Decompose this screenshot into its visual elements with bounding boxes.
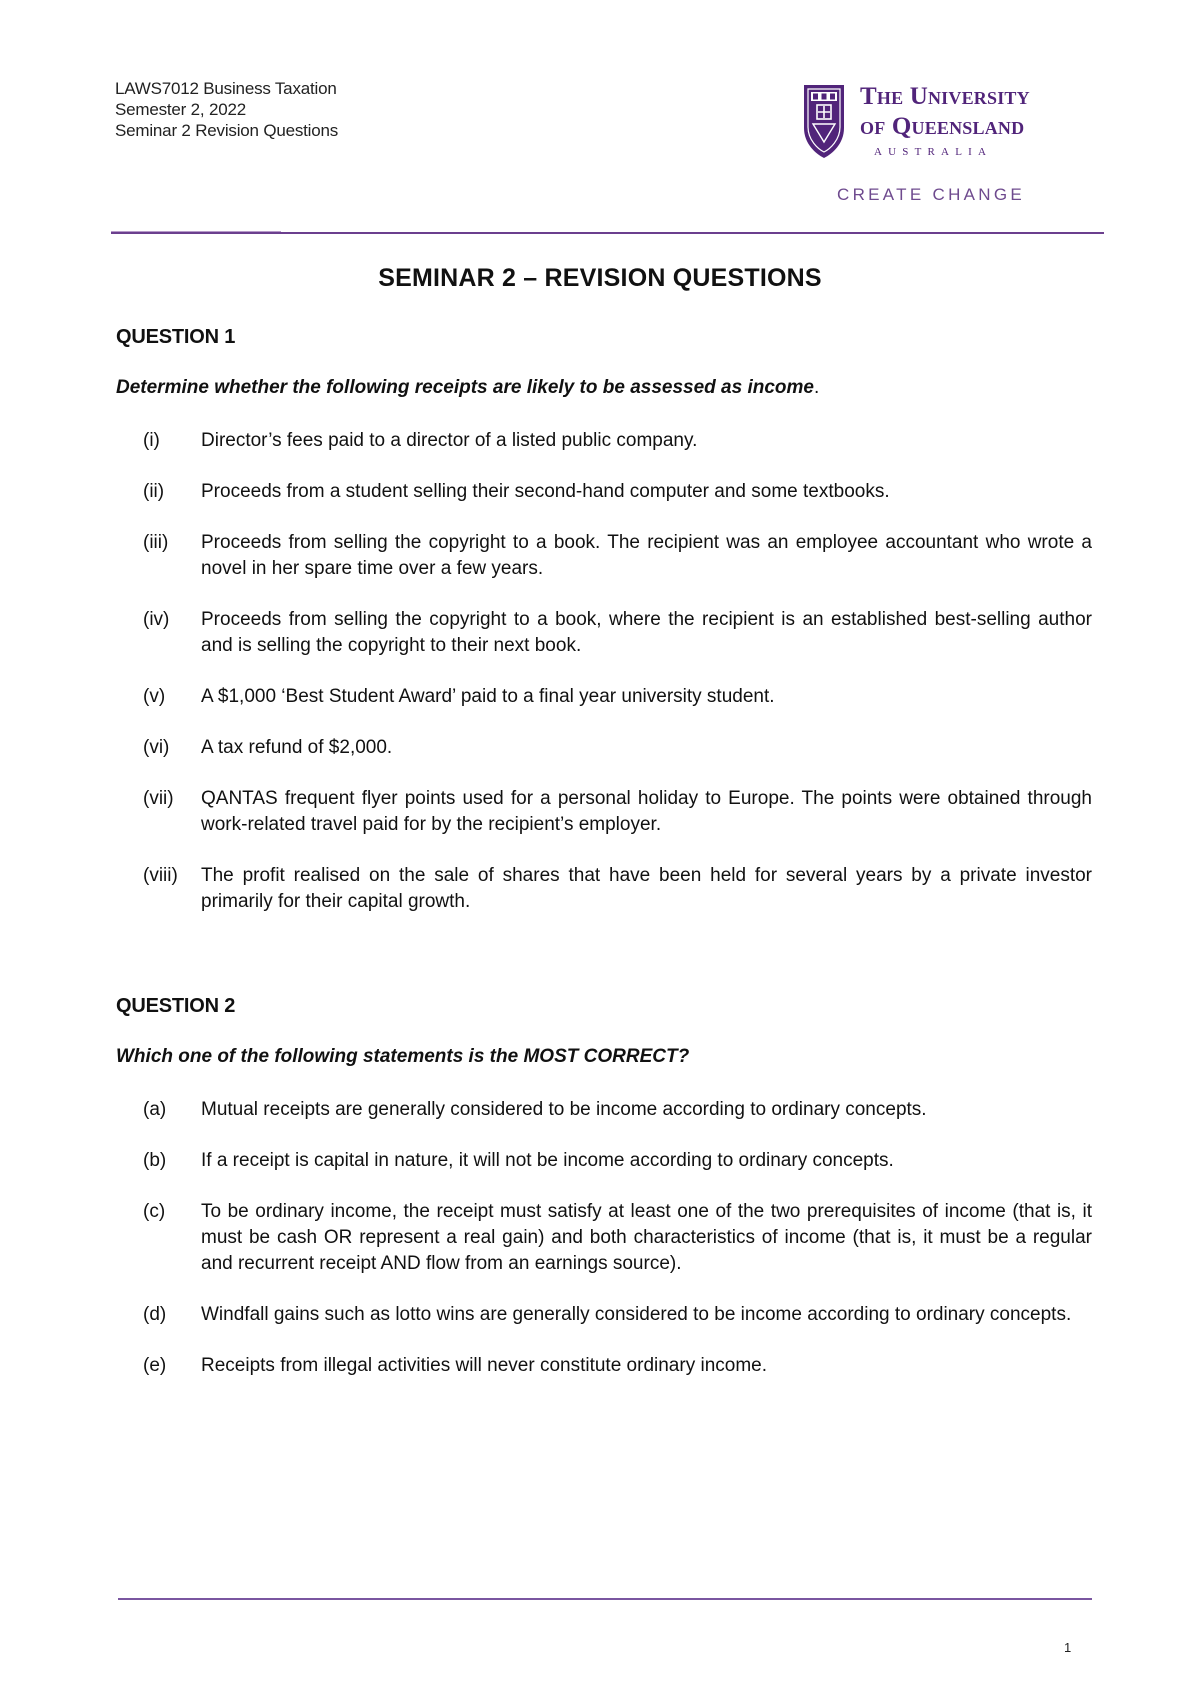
item-text: Mutual receipts are generally considered to be income according to ordinary concepts. [201, 1099, 927, 1120]
question-2-heading: QUESTION 2 [116, 995, 236, 1017]
question-2-prompt: Which one of the following statements is the MOST CORRECT? [116, 1046, 690, 1067]
list-item [143, 479, 1092, 505]
list-item [143, 1199, 1092, 1277]
item-text: QANTAS frequent flyer points used for a personal holiday to Europe. The points were obtained through work-related travel paid for by the recipient’s employer. [201, 788, 1092, 835]
item-text: Director’s fees paid to a director of a listed public company. [201, 430, 698, 451]
university-name-line1: The University [860, 83, 1030, 110]
page-number: 1 [1064, 1640, 1072, 1655]
item-text: Proceeds from selling the copyright to a book, where the recipient is an established best-selling author and is selling the copyright to their next book. [201, 609, 1092, 656]
item-marker: (iii) [143, 532, 169, 553]
semester: Semester 2, 2022 [115, 100, 246, 119]
item-marker: (vii) [143, 788, 174, 809]
footer-divider [118, 1598, 1092, 1600]
question-1-heading: QUESTION 1 [116, 326, 236, 348]
list-item [143, 786, 1092, 838]
course-title: LAWS7012 Business Taxation [115, 79, 337, 98]
item-text: The profit realised on the sale of shares that have been held for several years by a private investor primarily for their capital growth. [201, 865, 1092, 912]
document-header [115, 78, 338, 141]
item-marker: (b) [143, 1150, 167, 1171]
list-item [143, 1302, 1092, 1328]
list-item [143, 530, 1092, 582]
list-item [143, 735, 1092, 761]
item-text: A tax refund of $2,000. [201, 737, 393, 758]
item-text: Proceeds from selling the copyright to a book. The recipient was an employee accountant who wrote a novel in her spare time over a few years. [201, 532, 1092, 579]
item-text: Proceeds from a student selling their second-hand computer and some textbooks. [201, 481, 890, 502]
item-text: Windfall gains such as lotto wins are generally considered to be income according to ordinary concepts. [201, 1304, 1072, 1325]
item-marker: (ii) [143, 481, 165, 502]
list-item [143, 1353, 1092, 1379]
item-marker: (d) [143, 1304, 167, 1325]
item-marker: (a) [143, 1099, 167, 1120]
list-item [143, 1097, 1092, 1123]
university-name-line2: of Queensland [860, 113, 1025, 140]
question-1-list [143, 428, 1092, 940]
page-title: SEMINAR 2 – REVISION QUESTIONS [378, 264, 822, 292]
list-item [143, 863, 1092, 915]
item-text: To be ordinary income, the receipt must satisfy at least one of the two prerequisites of income (that is, it must be cash OR represent a real gain) and both characteristics of income (that is, it must be a regular and recurrent receipt AND flow from an earnings source). [201, 1201, 1092, 1274]
header-divider [111, 232, 1104, 234]
item-marker: (viii) [143, 865, 178, 886]
question-1-prompt [116, 377, 819, 399]
item-text: Receipts from illegal activities will never constitute ordinary income. [201, 1355, 768, 1376]
question-2-list [143, 1097, 1092, 1404]
item-marker: (v) [143, 686, 166, 707]
university-name [860, 82, 1100, 142]
university-country: AUSTRALIA [874, 146, 993, 158]
list-item [143, 428, 1092, 454]
item-text: If a receipt is capital in nature, it will not be income according to ordinary concepts. [201, 1150, 894, 1171]
item-marker: (vi) [143, 737, 170, 758]
list-item [143, 684, 1092, 710]
item-text: A $1,000 ‘Best Student Award’ paid to a final year university student. [201, 686, 775, 707]
list-item [143, 607, 1092, 659]
university-logo [802, 82, 1102, 212]
item-marker: (i) [143, 430, 160, 451]
item-marker: (c) [143, 1201, 166, 1222]
crest-icon [802, 82, 846, 160]
question-1-prompt-end: . [813, 377, 820, 398]
question-1-prompt-text: Determine whether the following receipts are likely to be assessed as income [116, 377, 814, 398]
item-marker: (e) [143, 1355, 167, 1376]
university-tagline: CREATE CHANGE [837, 185, 1026, 204]
list-item [143, 1148, 1092, 1174]
item-marker: (iv) [143, 609, 170, 630]
document-subtitle: Seminar 2 Revision Questions [115, 121, 339, 140]
